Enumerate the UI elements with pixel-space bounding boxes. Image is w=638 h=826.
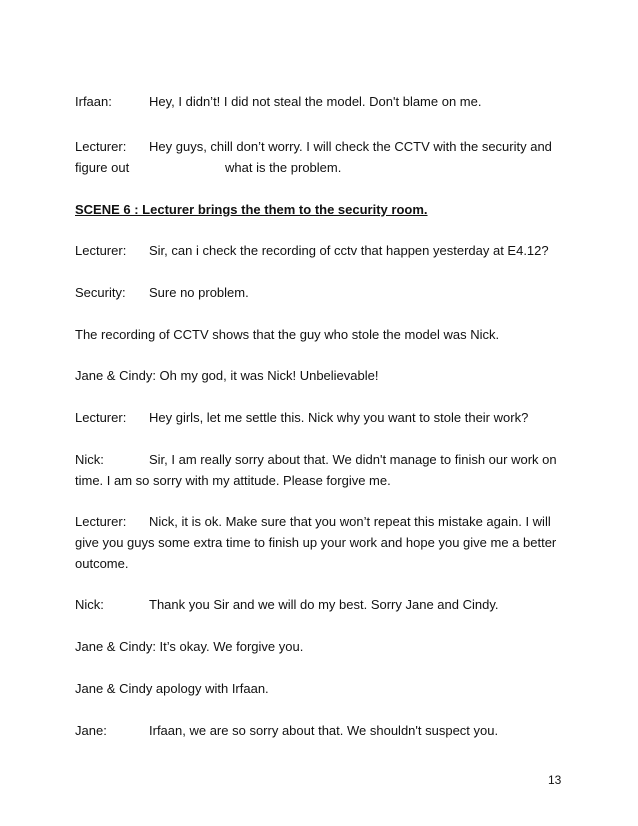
dialogue-line — [75, 139, 552, 155]
dialogue-text: Hey guys, chill don’t worry. I will check the CCTV with the security and — [149, 139, 552, 154]
speaker-label: Nick: — [75, 452, 104, 467]
continuation-text: what is the problem. — [225, 160, 342, 175]
dialogue-continuation: time. I am so sorry with my attitude. Please forgive me. — [75, 473, 391, 488]
speaker-label: Lecturer: — [75, 243, 127, 258]
narration-line: The recording of CCTV shows that the guy who stole the model was Nick. — [75, 327, 500, 342]
speaker-label: Irfaan: — [75, 94, 112, 109]
dialogue-text: Sir, I am really sorry about that. We didn't manage to finish our work on — [149, 452, 557, 467]
scene-heading: SCENE 6 : Lecturer brings the them to the security room. — [75, 202, 428, 217]
speaker-label: Nick: — [75, 597, 104, 612]
speaker-label: Jane: — [75, 723, 107, 738]
speaker-label: Lecturer: — [75, 139, 127, 154]
dialogue-continuation: give you guys some extra time to finish up your work and hope you give me a better — [75, 535, 557, 550]
dialogue-text: Hey, I didn’t! I did not steal the model. Don't blame on me. — [149, 94, 482, 109]
page-number: 13 — [548, 773, 562, 787]
speaker-label: Lecturer: — [75, 514, 127, 529]
dialogue-text: Sir, can i check the recording of cctv that happen yesterday at E4.12? — [149, 243, 549, 258]
narration-line: Jane & Cindy apology with Irfaan. — [75, 681, 269, 696]
dialogue-continuation: outcome. — [75, 556, 129, 571]
dialogue-text: Hey girls, let me settle this. Nick why you want to stole their work? — [149, 410, 529, 425]
dialogue-line — [75, 723, 499, 739]
dialogue-text: Nick, it is ok. Make sure that you won’t repeat this mistake again. I will — [149, 514, 551, 529]
dialogue-line — [75, 597, 499, 613]
dialogue-text: Thank you Sir and we will do my best. Sorry Jane and Cindy. — [149, 597, 499, 612]
continuation-left: figure out — [75, 160, 130, 175]
dialogue-line — [75, 285, 249, 301]
dialogue-text: Sure no problem. — [149, 285, 249, 300]
dialogue-line — [75, 410, 529, 426]
dialogue-text: Irfaan, we are so sorry about that. We shouldn't suspect you. — [149, 723, 499, 738]
dialogue-line: Jane & Cindy: Oh my god, it was Nick! Unbelievable! — [75, 368, 379, 383]
dialogue-line — [75, 452, 557, 468]
dialogue-continuation — [75, 160, 342, 176]
speaker-label: Lecturer: — [75, 410, 127, 425]
dialogue-line — [75, 514, 551, 530]
dialogue-line — [75, 243, 549, 259]
dialogue-line: Jane & Cindy: It’s okay. We forgive you. — [75, 639, 304, 654]
speaker-label: Security: — [75, 285, 126, 300]
dialogue-line — [75, 94, 482, 110]
